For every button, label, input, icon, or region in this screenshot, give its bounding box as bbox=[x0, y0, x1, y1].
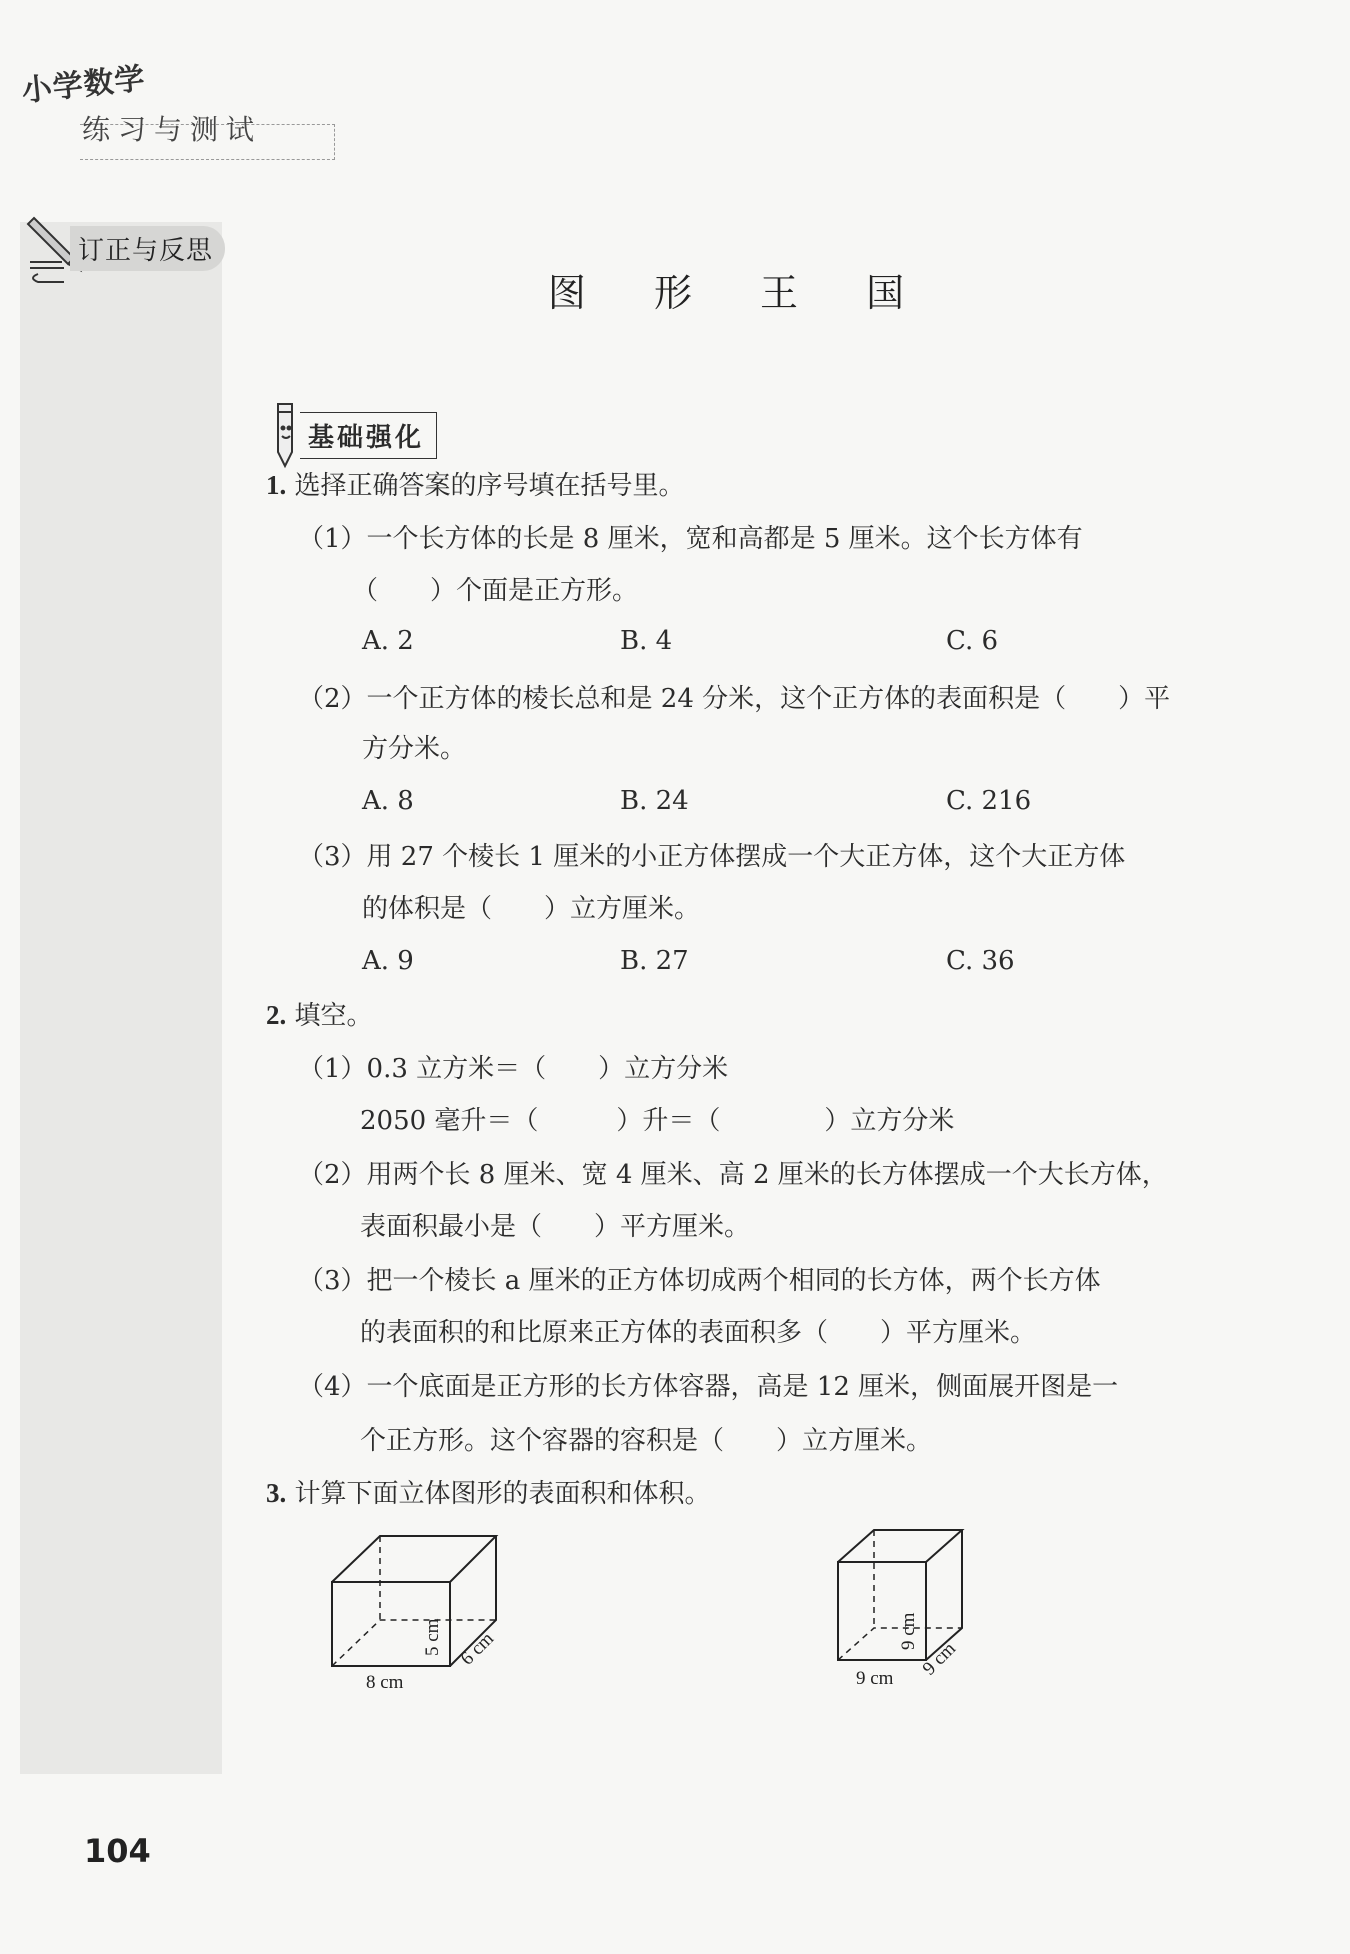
q1-p3-line1: （3）用 27 个棱长 1 厘米的小正方体摆成一个大正方体，这个大正方体 bbox=[298, 842, 1126, 872]
page-number: 104 bbox=[84, 1832, 151, 1870]
q1-p2-option-b: B. 24 bbox=[620, 786, 689, 816]
book-title: 小学数学 bbox=[20, 61, 148, 110]
q3-stem bbox=[266, 1476, 711, 1511]
section-header bbox=[270, 400, 437, 470]
q1-stem-text: 选择正确答案的序号填在括号里。 bbox=[294, 471, 685, 501]
q1-p1-line1: （1）一个长方体的长是 8 厘米，宽和高都是 5 厘米。这个长方体有 bbox=[298, 524, 1083, 554]
q1-p1-option-b: B. 4 bbox=[620, 626, 673, 656]
q2-p4-line2: 个正方形。这个容器的容积是（ ）立方厘米。 bbox=[360, 1426, 933, 1456]
q2-p1-line2: 2050 毫升＝（ ）升＝（ ）立方分米 bbox=[360, 1106, 955, 1136]
cube-width-label: 9 cm bbox=[918, 1638, 961, 1680]
q2-p4-line1: （4）一个底面是正方形的长方体容器，高是 12 厘米，侧面展开图是一 bbox=[298, 1372, 1119, 1402]
cuboid-figure bbox=[320, 1520, 520, 1690]
book-subtitle: 练习与测试 bbox=[82, 113, 263, 146]
q1-p1-option-c: C. 6 bbox=[946, 626, 999, 656]
q2-number: 2. bbox=[266, 1000, 287, 1030]
page-title: 图 形 王 国 bbox=[547, 271, 933, 315]
q2-stem bbox=[266, 998, 373, 1033]
q1-p3-line2: 的体积是（ ）立方厘米。 bbox=[362, 894, 701, 924]
q2-p1-line1: （1）0.3 立方米＝（ ）立方分米 bbox=[298, 1054, 729, 1084]
q1-stem bbox=[266, 468, 685, 503]
q1-p1-line2: （ ）个面是正方形。 bbox=[352, 576, 639, 606]
q1-number: 1. bbox=[266, 470, 287, 500]
q1-p1-option-a: A. 2 bbox=[362, 626, 414, 656]
q1-p2-option-a: A. 8 bbox=[362, 786, 414, 816]
correction-sidebar bbox=[20, 222, 222, 1774]
cube-length-label: 9 cm bbox=[856, 1668, 894, 1689]
q2-p2-line2: 表面积最小是（ ）平方厘米。 bbox=[360, 1212, 751, 1242]
q3-number: 3. bbox=[266, 1478, 287, 1508]
cuboid-length-label: 8 cm bbox=[366, 1672, 404, 1690]
q1-p3-option-c: C. 36 bbox=[946, 946, 1015, 976]
section-label: 基础强化 bbox=[300, 412, 437, 459]
correction-label: 订正与反思 bbox=[70, 226, 225, 271]
q1-p3-option-a: A. 9 bbox=[362, 946, 414, 976]
q2-p2-line1: （2）用两个长 8 厘米、宽 4 厘米、高 2 厘米的长方体摆成一个大长方体， bbox=[298, 1160, 1168, 1190]
cube-height-label: 9 cm bbox=[898, 1612, 919, 1650]
q2-stem-text: 填空。 bbox=[294, 1001, 373, 1031]
q1-p2-option-c: C. 216 bbox=[946, 786, 1032, 816]
cuboid-width-label: 6 cm bbox=[456, 1628, 499, 1670]
q2-p3-line2: 的表面积的和比原来正方体的表面积多（ ）平方厘米。 bbox=[360, 1318, 1037, 1348]
q1-p2-line1: （2）一个正方体的棱长总和是 24 分米，这个正方体的表面积是（ ）平 bbox=[298, 684, 1171, 714]
q2-p3-line1: （3）把一个棱长 a 厘米的正方体切成两个相同的长方体，两个长方体 bbox=[298, 1266, 1101, 1296]
q1-p2-line2: 方分米。 bbox=[362, 734, 467, 764]
q1-p3-option-b: B. 27 bbox=[620, 946, 689, 976]
q3-stem-text: 计算下面立体图形的表面积和体积。 bbox=[294, 1479, 711, 1509]
cube-figure bbox=[826, 1520, 996, 1690]
cuboid-height-label: 5 cm bbox=[422, 1618, 443, 1656]
pencil-icon bbox=[270, 400, 300, 470]
